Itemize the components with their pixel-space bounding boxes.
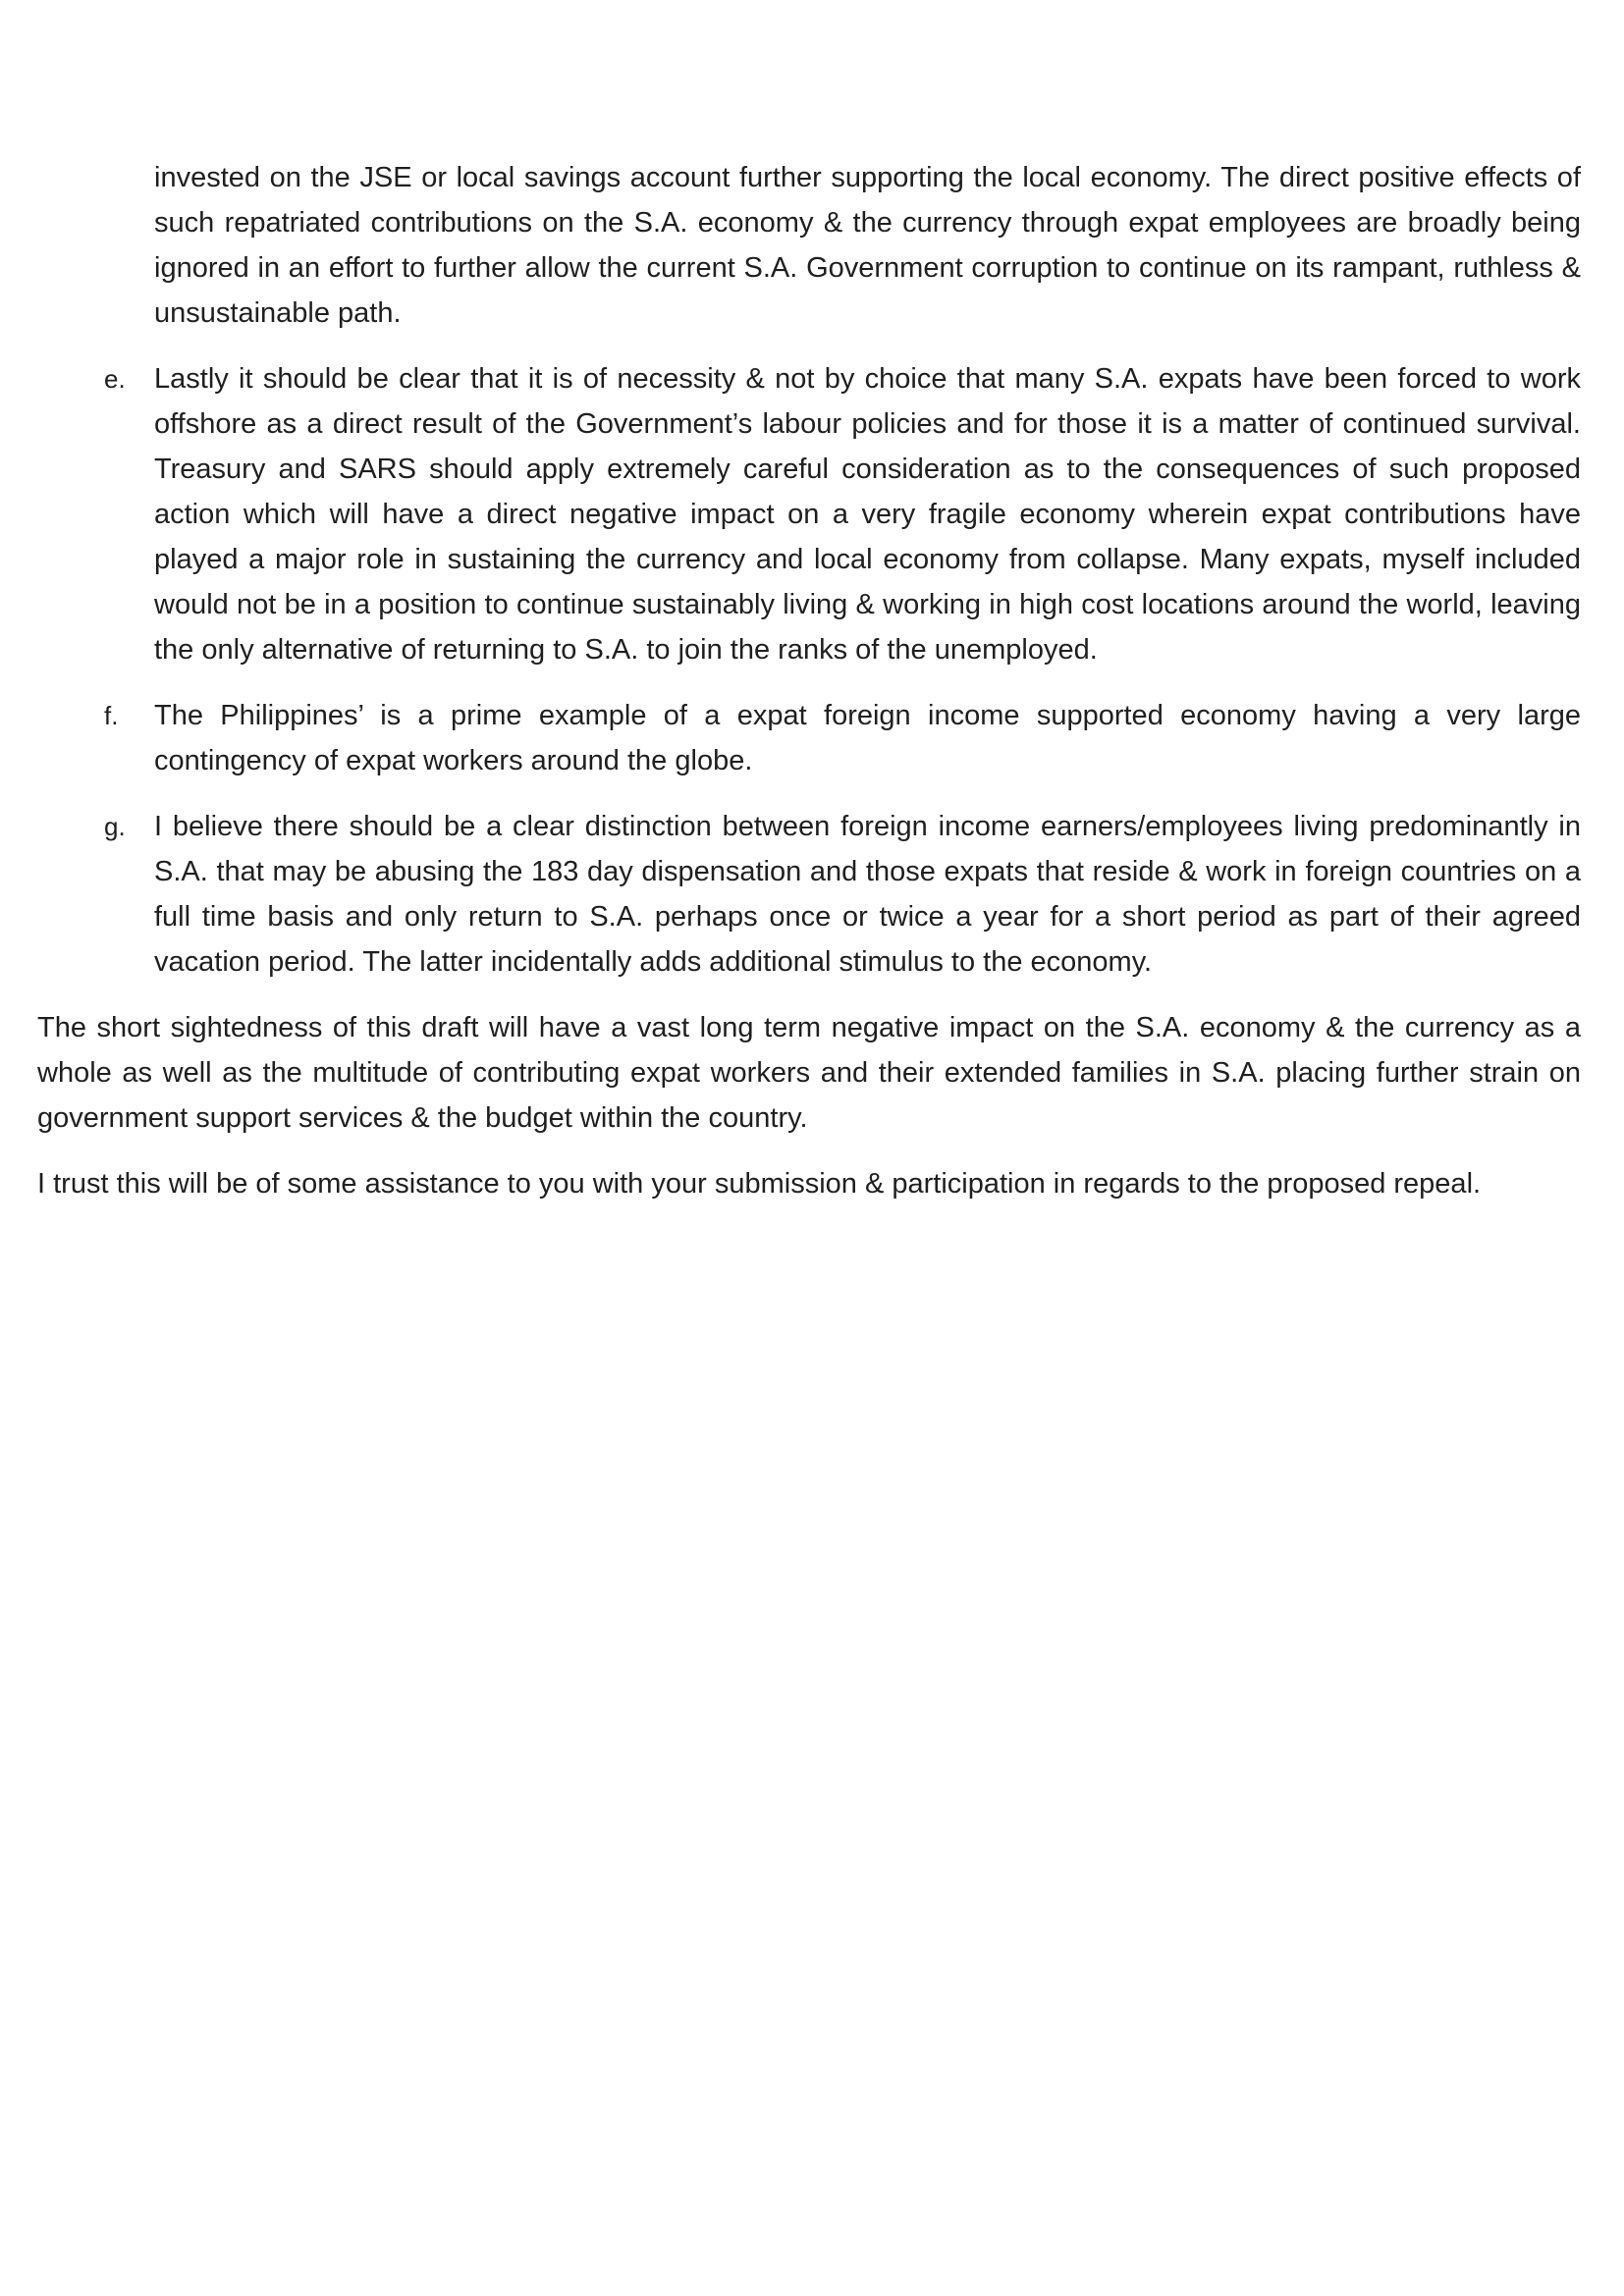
list-marker-g: g. [104,812,126,841]
closing-paragraph-trust: I trust this will be of some assistance to you with your submission & participation in regards to the proposed repeal. [37,1168,1482,1200]
list-item-f [37,693,1581,783]
list-item-e [37,356,1581,672]
list-item-f-text: The Philippines’ is a prime example of a expat foreign income supported economy having a very large contingency of expat workers around the globe. [154,700,1581,776]
closing-section [37,1005,1581,1206]
list-item-e-text: Lastly it should be clear that it is of necessity & not by choice that many S.A. expats have been forced to work offshore as a direct result of the Government’s labour policies and for those it is a matter of continued survival. Treasury and SARS should apply extremely careful consideration as to the consequences of such proposed action which will have a direct negative impact on a very fragile economy wherein expat contributions have played a major role in sustaining the currency and local economy from collapse. Many expats, myself included would not be in a position to continue sustainably living & working in high cost locations around the world, leaving the only alternative of returning to S.A. to join the ranks of the unemployed. [154,363,1581,666]
list-item-g [37,804,1581,985]
paragraph-continuation: invested on the JSE or local savings account further supporting the local economy. The direct positive effects of such repatriated contributions on the S.A. economy & the currency through expat employees are broadly being ignored in an effort to further allow the current S.A. Government corruption to continue on its rampant, ruthless & unsustainable path. [154,162,1581,329]
list-marker-f: f. [104,701,119,730]
document-content [37,155,1581,1227]
list-marker-e: e. [104,364,126,394]
closing-paragraph-impact: The short sightedness of this draft will have a vast long term negative impact on the S.A. economy & the currency as a whole as well as the multitude of contributing expat workers and their extended families in S.A. placing further strain on government support services & the budget within the country. [37,1012,1581,1134]
list-item-g-text: I believe there should be a clear distinction between foreign income earners/employees living predominantly in S.A. that may be abusing the 183 day dispensation and those expats that reside & work in foreign countries on a full time basis and only return to S.A. perhaps once or twice a year for a short period as part of their agreed vacation period. The latter incidentally adds additional stimulus to the economy. [154,811,1581,978]
